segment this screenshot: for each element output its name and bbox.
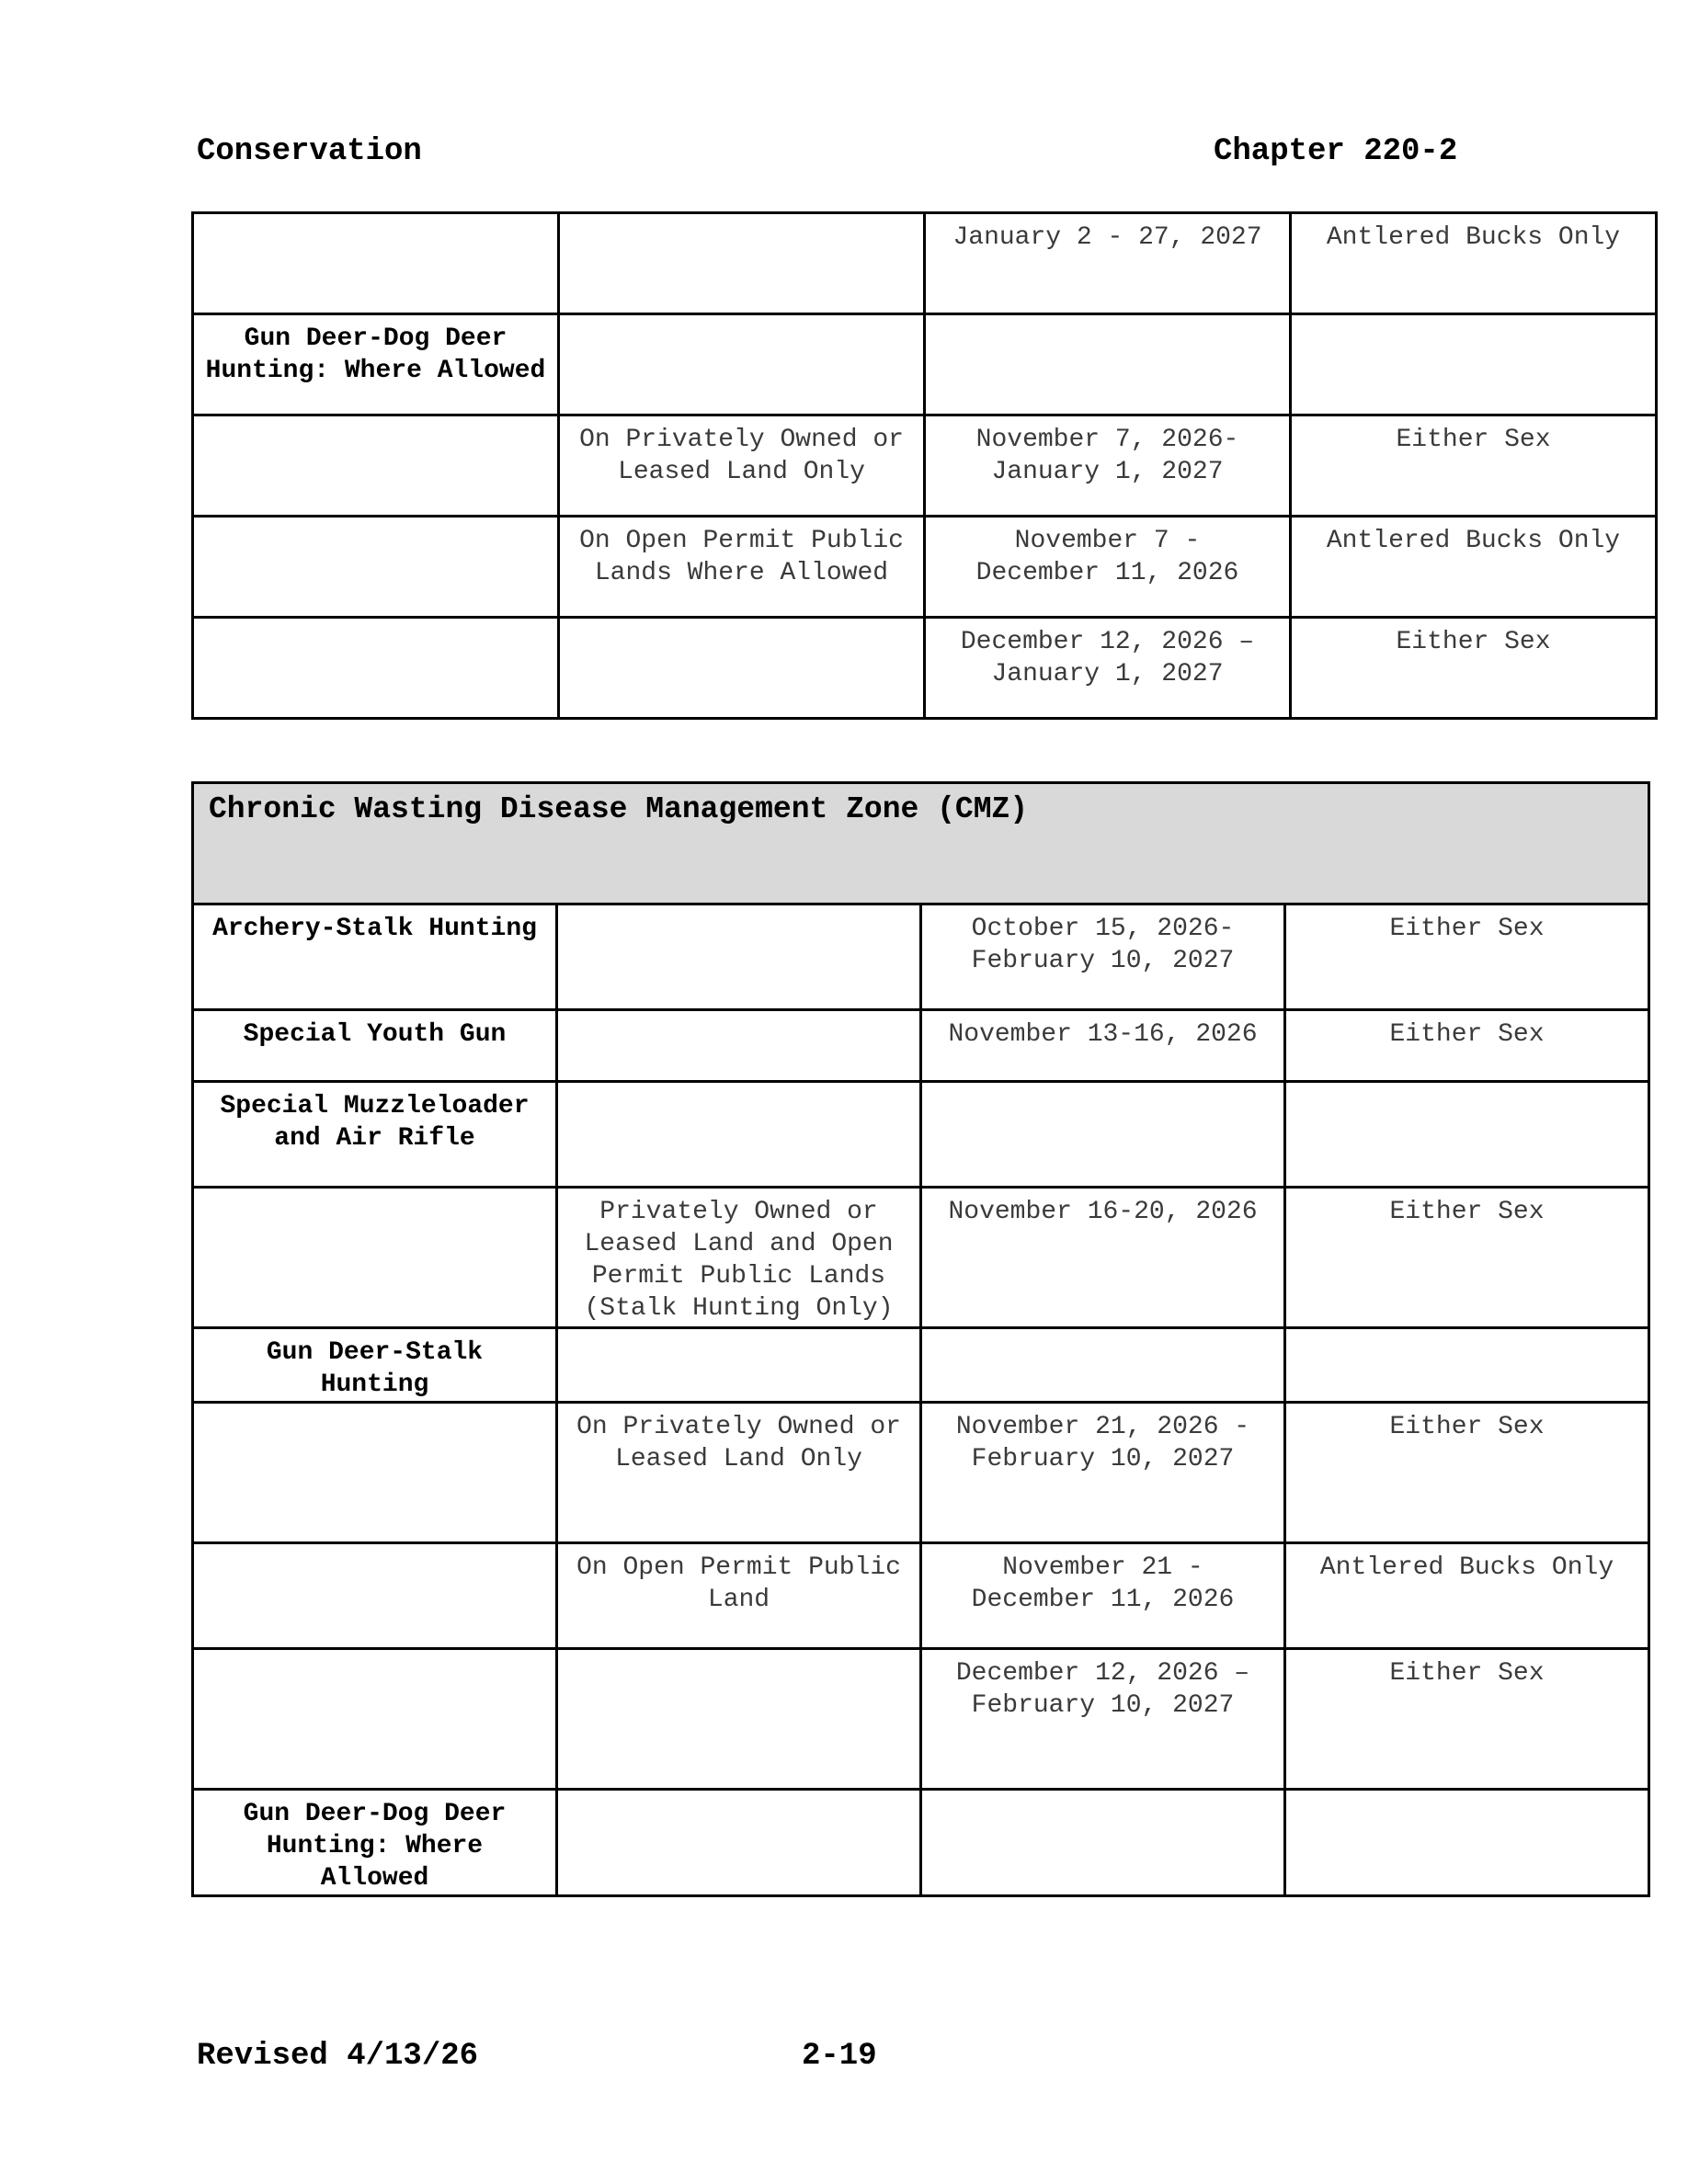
- hunt-type-cell: Gun Deer-Stalk Hunting: [193, 1328, 557, 1403]
- page-number: 2-19: [802, 2039, 877, 2074]
- bag-limit-cell: [1285, 1328, 1649, 1403]
- table-row: [193, 1649, 1649, 1790]
- table-row: [193, 415, 1657, 517]
- running-header-chapter: Chapter 220-2: [1214, 134, 1458, 169]
- land-type-cell: On Open Permit Public Land: [557, 1543, 921, 1649]
- land-type-cell: On Privately Owned or Leased Land Only: [557, 1403, 921, 1543]
- hunt-type-cell: Special Youth Gun: [193, 1010, 557, 1082]
- table-row: [193, 517, 1657, 618]
- bag-limit-cell: Either Sex: [1285, 1010, 1649, 1082]
- bag-limit-cell: Either Sex: [1291, 415, 1657, 517]
- season-dates-cell: November 21 - December 11, 2026: [921, 1543, 1285, 1649]
- hunt-type-cell: Archery-Stalk Hunting: [193, 904, 557, 1010]
- land-type-cell: [557, 1649, 921, 1790]
- hunt-type-cell: Special Muzzleloader and Air Rifle: [193, 1082, 557, 1188]
- season-dates-cell: November 21, 2026 - February 10, 2027: [921, 1403, 1285, 1543]
- season-dates-cell: December 12, 2026 – January 1, 2027: [925, 618, 1291, 719]
- land-type-cell: [557, 1010, 921, 1082]
- table-row: [193, 1010, 1649, 1082]
- land-type-cell: On Privately Owned or Leased Land Only: [559, 415, 925, 517]
- table-row: [193, 1543, 1649, 1649]
- bag-limit-cell: Antlered Bucks Only: [1291, 517, 1657, 618]
- bag-limit-cell: Either Sex: [1285, 1188, 1649, 1328]
- season-dates-cell: [925, 314, 1291, 415]
- season-dates-cell: October 15, 2026- February 10, 2027: [921, 904, 1285, 1010]
- bag-limit-cell: Either Sex: [1291, 618, 1657, 719]
- land-type-cell: Privately Owned or Leased Land and Open Permit Public Lands (Stalk Hunting Only): [557, 1188, 921, 1328]
- hunt-type-cell: [193, 1188, 557, 1328]
- land-type-cell: [557, 1328, 921, 1403]
- hunt-type-cell: [193, 1543, 557, 1649]
- bag-limit-cell: [1285, 1790, 1649, 1896]
- hunt-type-cell: [193, 618, 559, 719]
- table-row: [193, 904, 1649, 1010]
- hunt-type-cell: [193, 1649, 557, 1790]
- table-row: [193, 314, 1657, 415]
- season-dates-cell: [921, 1328, 1285, 1403]
- table-row: [193, 1328, 1649, 1403]
- hunt-type-cell: [193, 213, 559, 314]
- running-header-title: Conservation: [197, 134, 422, 169]
- bag-limit-cell: Either Sex: [1285, 904, 1649, 1010]
- table-row: [193, 1790, 1649, 1896]
- cmz-season-table: [191, 781, 1650, 1897]
- table-row: [193, 1403, 1649, 1543]
- season-dates-cell: [921, 1082, 1285, 1188]
- land-type-cell: On Open Permit Public Lands Where Allowed: [559, 517, 925, 618]
- bag-limit-cell: Antlered Bucks Only: [1285, 1543, 1649, 1649]
- season-dates-cell: November 13-16, 2026: [921, 1010, 1285, 1082]
- bag-limit-cell: [1285, 1082, 1649, 1188]
- land-type-cell: [559, 213, 925, 314]
- bag-limit-cell: [1291, 314, 1657, 415]
- land-type-cell: [557, 1082, 921, 1188]
- revision-date: Revised 4/13/26: [197, 2039, 479, 2074]
- land-type-cell: [557, 1790, 921, 1896]
- table-row: [193, 213, 1657, 314]
- season-dates-cell: January 2 - 27, 2027: [925, 213, 1291, 314]
- season-dates-cell: November 7 - December 11, 2026: [925, 517, 1291, 618]
- table-row: [193, 1188, 1649, 1328]
- season-dates-cell: December 12, 2026 – February 10, 2027: [921, 1649, 1285, 1790]
- season-dates-cell: November 7, 2026- January 1, 2027: [925, 415, 1291, 517]
- hunt-type-cell: [193, 517, 559, 618]
- hunt-type-cell: Gun Deer-Dog Deer Hunting: Where Allowed: [193, 314, 559, 415]
- hunt-type-cell: Gun Deer-Dog Deer Hunting: Where Allowed: [193, 1790, 557, 1896]
- land-type-cell: [559, 618, 925, 719]
- season-dates-cell: November 16-20, 2026: [921, 1188, 1285, 1328]
- table-title-row: [193, 783, 1649, 904]
- zone-title: Chronic Wasting Disease Management Zone (CMZ): [193, 783, 1649, 904]
- bag-limit-cell: Either Sex: [1285, 1649, 1649, 1790]
- table-row: [193, 1082, 1649, 1188]
- land-type-cell: [559, 314, 925, 415]
- season-dates-cell: [921, 1790, 1285, 1896]
- season-table-continued: [191, 211, 1658, 720]
- bag-limit-cell: Antlered Bucks Only: [1291, 213, 1657, 314]
- hunt-type-cell: [193, 1403, 557, 1543]
- bag-limit-cell: Either Sex: [1285, 1403, 1649, 1543]
- land-type-cell: [557, 904, 921, 1010]
- table-row: [193, 618, 1657, 719]
- hunt-type-cell: [193, 415, 559, 517]
